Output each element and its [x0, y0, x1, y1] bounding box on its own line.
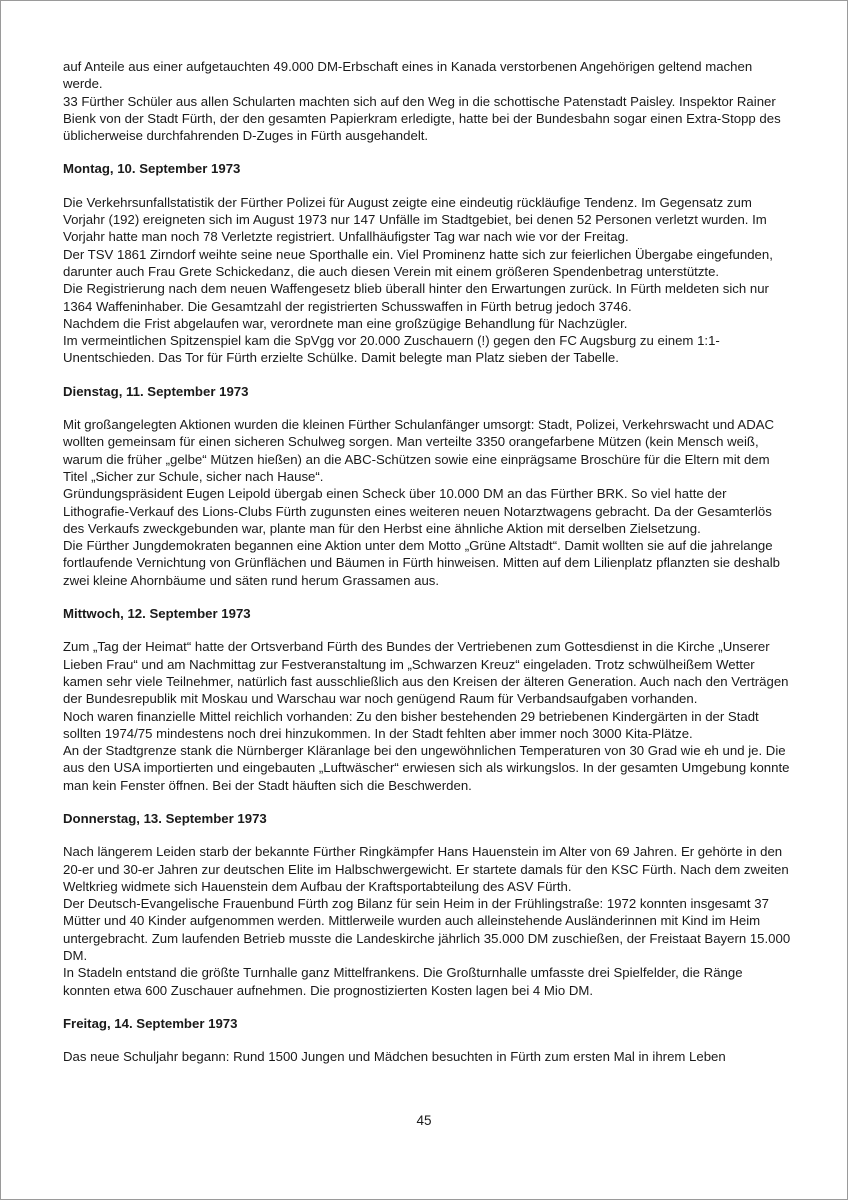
paragraph: auf Anteile aus einer aufgetauchten 49.000 DM-Erbschaft eines in Kanada verstorbenen Angehörigen geltend machen werde. — [63, 59, 753, 92]
paragraph: Mit großangelegten Aktionen wurden die kleinen Fürther Schulanfänger umsorgt: Stadt, Polizei, Verkehrswacht und ADAC wollten gemeinsam für einen sicheren Schulweg sorgen. Man verteilte 3350 orangefarbene Mützen (kein Mensch weiß, warum die früher „gelbe“ Mützen hießen) an die ABC-Schützen sowie eine einprägsame Broschüre für die Eltern mit dem Titel „Sicher zur Schule, sicher nach Hause“. — [63, 417, 775, 484]
section-heading: Freitag, 14. September 1973 — [63, 1015, 238, 1031]
paragraph: Die Registrierung nach dem neuen Waffengesetz blieb überall hinter den Erwartungen zurück. In Fürth meldeten sich nur 1364 Waffeninhaber. Die Gesamtzahl der registrierten Schusswaffen in Fürth betrug jedoch 3746. — [63, 281, 769, 314]
section-heading: Dienstag, 11. September 1973 — [63, 383, 249, 399]
paragraph: An der Stadtgrenze stank die Nürnberger Kläranlage bei den ungewöhnlichen Temperaturen von 30 Grad wie eh und je. Die aus den USA importierten und eingebauten „Luftwäscher“ erwiesen sich als wirkungslos. In der gesamten Umgebung konnte man kein Fenster öffnen. Bei der Stadt häuften sich die Beschwerden. — [63, 743, 790, 793]
paragraph: Gründungspräsident Eugen Leipold übergab einen Scheck über 10.000 DM an das Fürther BRK. So viel hatte der Lithografie-Verkauf des Lions-Clubs Fürth zugunsten eines weiteren neuen Notarztwagens gebracht. Da der Gesamterlös des Verkaufs zweckgebunden war, plante man für den Herbst eine ähnliche Aktion mit derselben Zielsetzung. — [63, 486, 772, 536]
page-content — [63, 58, 791, 1066]
section-heading: Donnerstag, 13. September 1973 — [63, 810, 267, 826]
paragraph: Die Fürther Jungdemokraten begannen eine Aktion unter dem Motto „Grüne Altstadt“. Damit wollten sie auf die jahrelange fortlaufende Vernichtung von Grünflächen und Bäumen in Fürth hinweisen. Mitten auf dem Lilienplatz pflanzten sie deshalb zwei kleine Ahornbäume und säten rund herum Grassamen aus. — [63, 538, 780, 588]
section-heading: Montag, 10. September 1973 — [63, 161, 241, 177]
paragraph: In Stadeln entstand die größte Turnhalle ganz Mittelfrankens. Die Großturnhalle umfasste drei Spielfelder, die Ränge konnten etwa 600 Zuschauer aufnehmen. Die prognostizierten Kosten lagen bei 4 Mio DM. — [63, 965, 743, 998]
paragraph: Der Deutsch-Evangelische Frauenbund Fürth zog Bilanz für sein Heim in der Frühlingstraße: 1972 konnten insgesamt 37 Mütter und 40 Kinder aufgenommen werden. Mittlerweile wurden auch alleinstehende Ausländerinnen mit Kind im Heim untergebracht. Zum laufenden Betrieb musste die Landeskirche jährlich 35.000 DM zuschießen, der Freistaat Bayern 15.000 DM. — [63, 896, 791, 964]
paragraph: Das neue Schuljahr begann: Rund 1500 Jungen und Mädchen besuchten in Fürth zum ersten Mal in ihrem Leben — [63, 1049, 726, 1065]
paragraph: Nachdem die Frist abgelaufen war, verordnete man eine großzügige Behandlung für Nachzügler. — [63, 315, 628, 331]
paragraph: Der TSV 1861 Zirndorf weihte seine neue Sporthalle ein. Viel Prominenz hatte sich zur feierlichen Übergabe eingefunden, darunter auch Frau Grete Schickedanz, die auch diesen Verein mit einem größeren Spendenbetrag unterstützte. — [63, 246, 773, 279]
paragraph: Nach längerem Leiden starb der bekannte Fürther Ringkämpfer Hans Hauenstein im Alter von 69 Jahren. Er gehörte in den 20-er und 30-er Jahren zur deutschen Elite im Halbschwergewicht. Er startete damals für den KSC Fürth. Nach dem zweiten Weltkrieg widmete sich Hauenstein dem Aufbau der Kraftsportabteilung des ASV Fürth. — [63, 844, 789, 894]
paragraph: Zum „Tag der Heimat“ hatte der Ortsverband Fürth des Bundes der Vertriebenen zum Gottesdienst in die Kirche „Unserer Lieben Frau“ und am Nachmittag zur Festveranstaltung im „Schwarzen Kreuz“ eingeladen. Trotz schwülheißem Wetter kamen sehr viele Teilnehmer, natürlich fast ausschließlich aus den Kreisen der älteren Generation. Auch nach den Verträgen der Bundesrepublik mit Moskau und Warschau war noch genügend Raum für Verbandsaufgaben vorhanden. — [63, 639, 789, 707]
page-number: 45 — [416, 1113, 432, 1128]
section-heading: Mittwoch, 12. September 1973 — [63, 606, 251, 622]
paragraph: Die Verkehrsunfallstatistik der Fürther Polizei für August zeigte eine eindeutig rückläufige Tendenz. Im Gegensatz zum Vorjahr (192) ereigneten sich im August 1973 nur 147 Unfälle im Stadtgebiet, bei denen 52 Personen verletzt wurden. Im Vorjahr hatte man noch 78 Verletzte registriert. Unfallhäufigster Tag war nach wie vor der Freitag. — [63, 194, 767, 245]
paragraph: Noch waren finanzielle Mittel reichlich vorhanden: Zu den bisher bestehenden 29 betriebenen Kindergärten in der Stadt sollten 1974/75 mindestens noch drei hinzukommen. In der Stadt fehlten aber immer noch 3000 Kita-Plätze. — [63, 708, 759, 741]
paragraph: Im vermeintlichen Spitzenspiel kam die SpVgg vor 20.000 Zuschauern (!) gegen den FC Augsburg zu einem 1:1-Unentschieden. Das Tor für Fürth erzielte Schülke. Damit belegte man Platz sieben der Tabelle. — [63, 333, 720, 366]
paragraph: 33 Fürther Schüler aus allen Schularten machten sich auf den Weg in die schottische Patenstadt Paisley. Inspektor Rainer Bienk von der Stadt Fürth, der den gesamten Papierkram erledigte, hatte bei der Bundesbahn sogar einen Extra-Stopp des üblicherweise durchfahrenden D-Zuges in Fürth ausgehandelt. — [63, 93, 781, 144]
